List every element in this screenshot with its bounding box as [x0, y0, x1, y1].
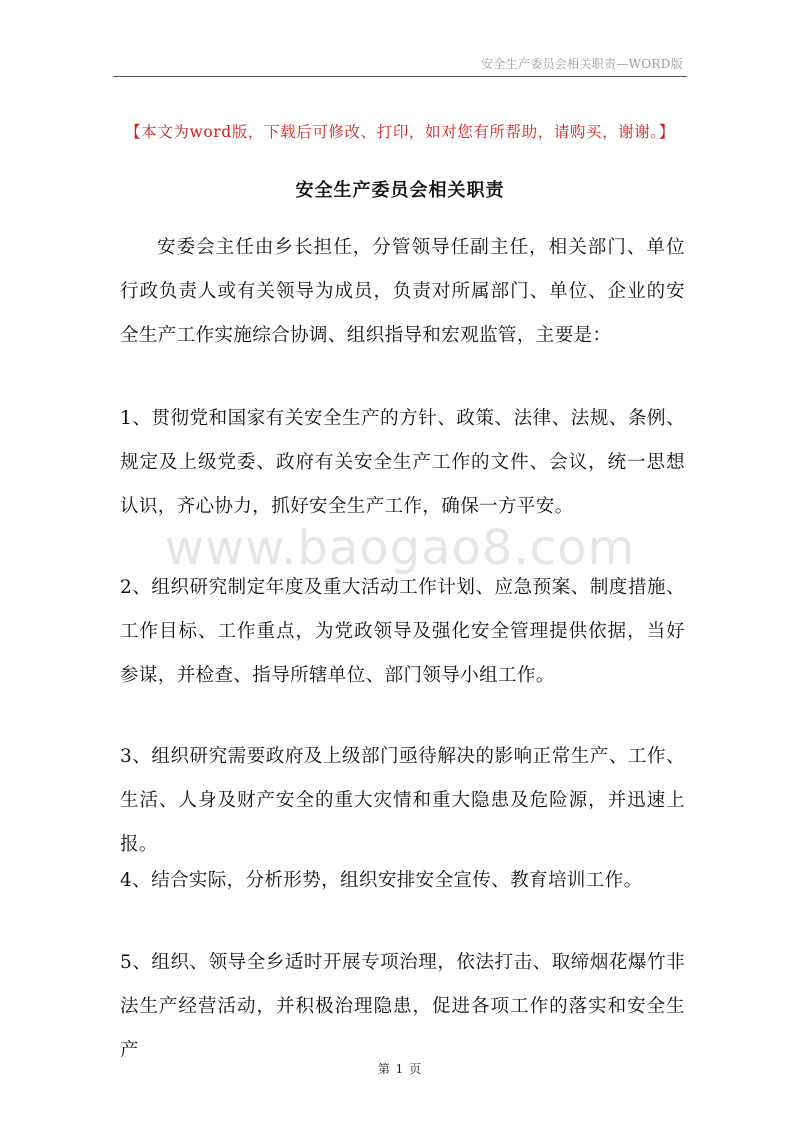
download-notice: 【本文为word版，下载后可修改、打印，如对您有所帮助，请购买，谢谢。】	[125, 123, 675, 141]
document-title: 安全生产委员会相关职责	[295, 180, 505, 201]
duty-item-4: 4、结合实际，分析形势，组织安排安全宣传、教育培训工作。	[120, 870, 643, 891]
duty-item-2: 2、组织研究制定年度及重大活动工作计划、应急预案、制度措施、工作目标、工作重点，为党政领导及强化安全管理提供依据，当好参谋，并检查、指导所辖单位、部门领导小组工作。	[120, 577, 685, 686]
duty-item-5: 5、组织、领导全乡适时开展专项治理，依法打击、取缔烟花爆竹非法生产经营活动，并积极治理隐患，促进各项工作的落实和安全生产	[120, 952, 685, 1061]
duty-item-1: 1、贯彻党和国家有关安全生产的方针、政策、法律、法规、条例、规定及上级党委、政府有关安全生产工作的文件、会议，统一思想认识，齐心协力，抓好安全生产工作，确保一方平安。	[120, 408, 685, 517]
duty-item-3: 3、组织研究需要政府及上级部门亟待解决的影响正常生产、工作、生活、人身及财产安全的重大灾情和重大隐患及危险源，并迅速上报。	[120, 746, 685, 855]
header-divider	[113, 76, 687, 77]
running-header: 安全生产委员会相关职责—WORD版	[481, 57, 683, 71]
page-number: 第 1 页	[377, 1062, 423, 1076]
watermark: www.baogao8.com	[164, 520, 636, 576]
intro-paragraph: 安委会主任由乡长担任，分管领导任副主任，相关部门、单位行政负责人或有关领导为成员，负责对所属部门、单位、企业的安全生产工作实施综合协调、组织指导和宏观监管，主要是：	[120, 237, 685, 346]
